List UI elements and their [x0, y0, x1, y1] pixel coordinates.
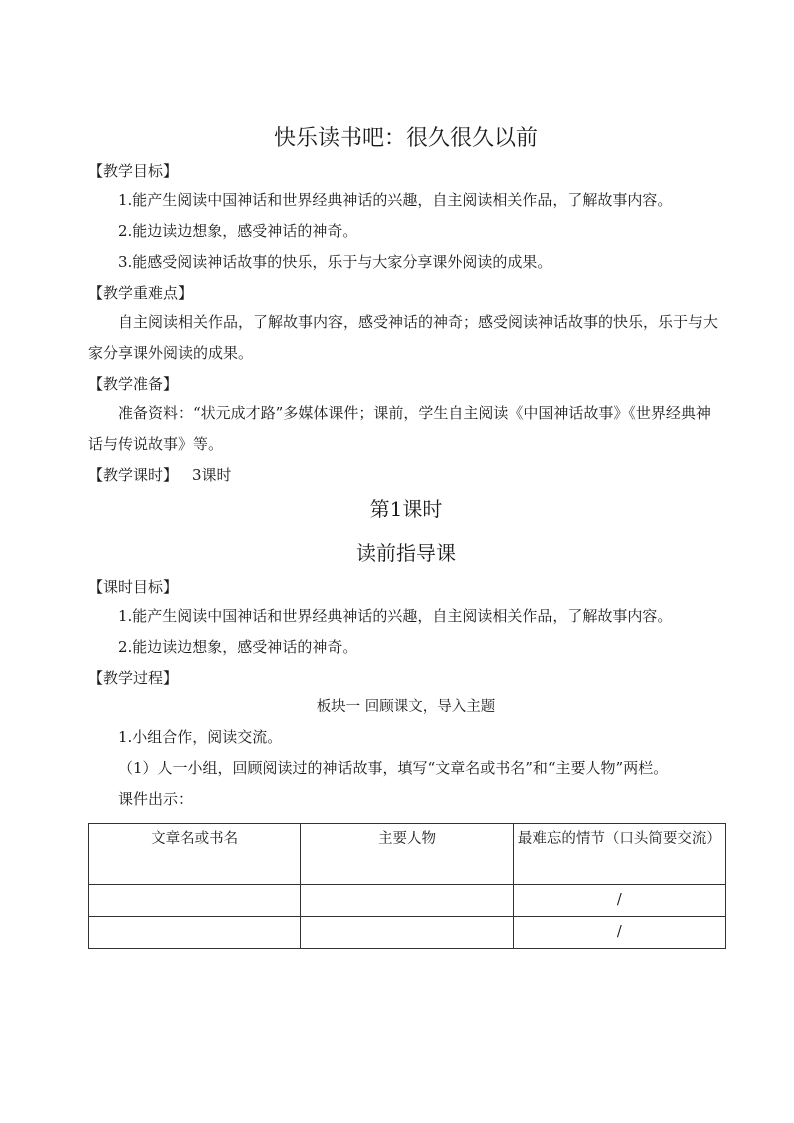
- lesson-objectives-heading: 【课时目标】: [88, 578, 179, 596]
- header-characters: 主要人物: [301, 824, 513, 885]
- objectives-heading: 【教学目标】: [88, 162, 179, 180]
- objective-item: 2.能边读边想象，感受神话的神奇。: [118, 222, 358, 240]
- table-row: [89, 917, 726, 949]
- table-cell[interactable]: [301, 885, 513, 917]
- table-cell[interactable]: [89, 885, 301, 917]
- lesson-subtitle: 读前指导课: [356, 541, 456, 565]
- objective-item: 1.能产生阅读中国神话和世界经典神话的兴趣，自主阅读相关作品，了解故事内容。: [118, 191, 673, 209]
- step-text: 1.小组合作，阅读交流。: [118, 728, 283, 746]
- lesson-objective-item: 2.能边读边想象，感受神话的神奇。: [118, 638, 358, 656]
- table-row: [89, 885, 726, 917]
- process-heading: 【教学过程】: [88, 669, 179, 687]
- preparation-text: 准备资料：“状元成才路”多媒体课件；课前，学生自主阅读《中国神话故事》《世界经典神话与传说故事》等。: [88, 404, 711, 453]
- table-cell: /: [513, 917, 725, 949]
- key-points-text: 自主阅读相关作品，了解故事内容，感受神话的神奇；感受阅读神话故事的快乐，乐于与大家分享课外阅读的成果。: [88, 313, 719, 362]
- hours-heading: 【教学课时】: [88, 466, 179, 484]
- lesson-objective-item: 1.能产生阅读中国神话和世界经典神话的兴趣，自主阅读相关作品，了解故事内容。: [118, 607, 673, 625]
- table-cell[interactable]: [89, 917, 301, 949]
- key-points-heading: 【教学重难点】: [88, 284, 194, 302]
- block-title: 板块一 回顾课文，导入主题: [316, 699, 496, 715]
- table-cell[interactable]: [301, 917, 513, 949]
- hours-line: [88, 464, 724, 486]
- document-content: [88, 124, 724, 949]
- step-detail: （1）人一小组，回顾阅读过的神话故事，填写“文章名或书名”和“主要人物”两栏。: [118, 759, 669, 777]
- objective-item: 3.能感受阅读神话故事的快乐，乐于与大家分享课外阅读的成果。: [118, 253, 553, 271]
- reading-table: [88, 823, 726, 949]
- table-header-row: [89, 824, 726, 885]
- header-plot: 最难忘的情节（口头简要交流）: [513, 824, 725, 885]
- hours-value: 3课时: [192, 466, 232, 484]
- lesson-title: 第1课时: [369, 497, 443, 521]
- preparation-heading: 【教学准备】: [88, 375, 179, 393]
- header-title: 文章名或书名: [89, 824, 301, 885]
- page-title: 快乐读书吧：很久很久以前: [273, 126, 538, 151]
- courseware-label: 课件出示：: [118, 790, 194, 808]
- table-cell: /: [513, 885, 725, 917]
